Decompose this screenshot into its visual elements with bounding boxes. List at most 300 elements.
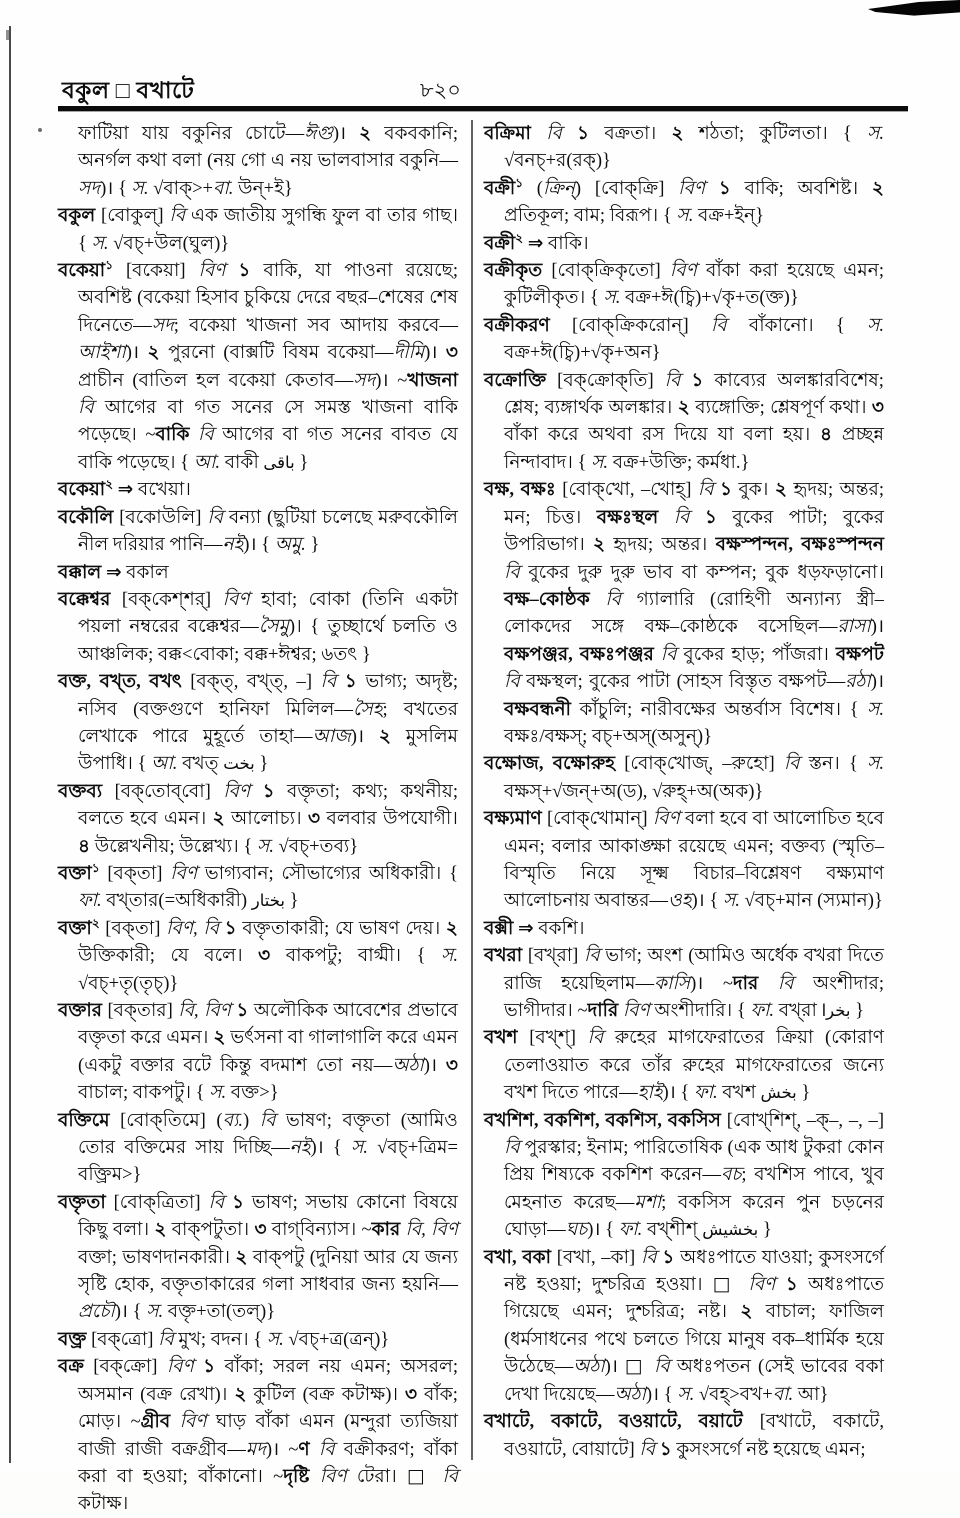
headword-or-bold-text: ১ (224, 917, 243, 939)
superscript-number: ২ (91, 915, 100, 930)
entry-bokkhoj (484, 750, 884, 805)
headword-or-bold-text: বক্ষপট (835, 643, 884, 665)
running-head: বকুল □ বখাটে (62, 78, 195, 103)
headword-or-bold-text: ৪ (78, 835, 95, 857)
label-or-citation: বি (697, 479, 720, 501)
definition-text: বাক্‌পটু (দুনিয়া আর যে জন্য সৃষ্টি হোক, বক্তৃতাকারের গলা সাধবার জন্য হয়নি— (78, 1246, 458, 1296)
definition-text: মুসলিম উপাধি। { (78, 725, 458, 775)
label-or-citation: বিণ, বি (166, 917, 225, 939)
column-left (58, 120, 458, 1518)
definition-text: টেরা। (356, 1465, 408, 1487)
headword-or-bold-text: ২ (445, 917, 459, 939)
label-or-citation: স. (256, 835, 274, 857)
headword-or-bold-text: বক্রী (484, 232, 516, 254)
symbol-glyph: □ (407, 1465, 443, 1487)
headword-or-bold-text: ৩ (258, 945, 286, 967)
label-or-citation: স. (266, 1328, 284, 1350)
headword-or-bold-text: বক্রোক্তি (484, 369, 558, 391)
definition-text: বাঁকা; সরল নয় এমন; অসরল; অসমান (বক্র রেখা)। (78, 1356, 459, 1405)
symbol-glyph: ⇒ (517, 917, 534, 939)
definition-text: ভর্ৎসনা বা গালাগালি করে এমন (একটু বক্তার বটে কিন্তু বদমাশ তো নয়— (78, 1027, 458, 1076)
definition-text: [বোক্‌ক্রিকরোন্] (571, 314, 711, 336)
superscript-number: ২ (515, 230, 524, 245)
label-or-citation: স. (146, 1301, 164, 1323)
headword-or-bold-text: ৩ (445, 1054, 459, 1076)
definition-text: [বোখ্‌শিশ্, –ক্–, –, –] (726, 1109, 885, 1131)
definition-text: [বক্‌ত্রো] (91, 1328, 159, 1350)
label-or-citation: অঠা (392, 1054, 424, 1076)
entry-bokrima (484, 120, 884, 175)
label-or-citation: বিণ (170, 862, 205, 884)
definition-text: [বোক্‌খোজ্, –রুহো] (624, 753, 784, 775)
headword-or-bold-text: ২ (213, 1027, 231, 1049)
entry-bokul (58, 202, 458, 257)
definition-text: [বক্‌ক্রোক্‌তি] (557, 369, 665, 391)
label-or-citation: মদ (245, 1438, 266, 1460)
definition-text: } (758, 1219, 772, 1241)
headword-or-bold-text: বক্ষ, বক্ষঃ (484, 479, 563, 501)
headword-or-bold-text: ৩ (405, 1383, 425, 1405)
definition-text: বখ্‌তার(=অধিকারী) (101, 890, 252, 912)
headword-or-bold-text: ১ (344, 671, 366, 693)
label-or-citation: বি (664, 369, 692, 391)
arabic-script: بخت (223, 754, 255, 774)
label-or-citation: বিণ (198, 260, 239, 282)
headword-or-bold-text: ১ (203, 1356, 225, 1378)
label-or-citation: বি (654, 1356, 677, 1378)
label-or-citation: বি (504, 671, 527, 693)
definition-text: বুকের পাটা; বুকের উপরিভাগ। (504, 506, 884, 556)
definition-text: ফাটিয়া যায় বকুনির চোটে— (78, 123, 305, 144)
definition-text: উক্তিকারী; যে বলে। (78, 945, 259, 967)
headword-or-bold-text: ২ (378, 725, 406, 747)
label-or-citation: স. (603, 287, 621, 309)
definition-text: )। { (100, 177, 132, 199)
definition-text: বাচাল; বাকপটু। { (78, 1082, 210, 1104)
symbol-glyph: □ (712, 1274, 749, 1296)
definition-text: বকবকানি; অনর্গল কথা বলা (নয় গো এ নয় ভালবাসার বকুনি— (78, 123, 458, 172)
definition-text: )। (870, 616, 884, 638)
definition-text: বাঁকা করা হয়েছে এমন; কুটিলীকৃত। { (504, 260, 884, 309)
definition-text: বাগ্‌বিন্যাস। ~ (271, 1219, 372, 1241)
entry-bokrokti (484, 367, 884, 477)
label-or-citation: ফা. (750, 1000, 775, 1021)
definition-text: বক্র+ঈ(চ্বি)+√কৃ+অন} (504, 342, 661, 364)
label-or-citation: বা. (213, 177, 234, 199)
headword-or-bold-text: বক্কাল (58, 561, 106, 583)
scan-speck (38, 128, 42, 132)
definition-text: বুকের দুরু দুরু ভাব বা কম্পন; বুক ধড়ফড়ানো। (528, 561, 884, 583)
definition-text: গ্যালারি (রোহিণী অন্যান্য স্ত্রী–লোকদের সঙ্গে বক্ষ–কোষ্ঠকে বসেছিল— (504, 588, 884, 638)
label-or-citation: বি (78, 397, 105, 419)
label-or-citation: ফা. (694, 1082, 718, 1104)
definition-text: } (294, 451, 309, 473)
arabic-script: بختار (251, 891, 285, 911)
headword-or-bold-text: ২ (359, 123, 385, 144)
definition-text: পুরনো (বাক্সটি বিষম বকেয়া— (168, 342, 394, 364)
symbol-glyph: ⇒ (527, 232, 544, 254)
definition-text: বক্ষস্থল; বুকের পাটা (সাহস বিস্তৃত বক্ষপট— (526, 671, 846, 693)
label-or-citation: স. (351, 1137, 368, 1159)
definition-text: ) (242, 1109, 260, 1131)
headword-or-bold-text: ২ (677, 397, 696, 419)
definition-text: ভাগ্যবান; সৌভাগ্যের অধিকারী। { (204, 862, 458, 884)
definition-text: √বচ্+ত্রিম= বক্ত্রিম>} (78, 1137, 458, 1186)
headword-or-bold-text: দার (732, 972, 778, 994)
label-or-citation: বি (584, 945, 606, 967)
definition-text: [বোক্‌তিমে] ( (120, 1109, 223, 1131)
label-or-citation: বি (318, 1438, 344, 1460)
headword-or-bold-text: খাজনা (407, 369, 458, 391)
definition-text: বক্তৃতা; কথ্য; কথনীয়; বলতে হবে এমন। (78, 780, 458, 830)
definition-text: [বক্‌তার] (107, 1000, 179, 1021)
label-or-citation: বি (504, 1137, 525, 1159)
definition-text: } (796, 1082, 811, 1104)
definition-text: স্তন। { (808, 753, 868, 775)
entry-bokrikaron (484, 312, 884, 367)
entry-bokkhoman (484, 805, 884, 915)
definition-text: )। { (587, 1219, 619, 1241)
label-or-citation: বি (320, 671, 345, 693)
label-or-citation: সদ (353, 369, 376, 391)
definition-text: অধঃপতন (সেই ভাবের বকা দেখা দিয়েছে— (504, 1356, 885, 1405)
definition-text: √বচ্+তব্য} (273, 835, 359, 857)
definition-text: বাকি, যা পাওনা রয়েছে; অবশিষ্ট (বকেয়া হিসাব চুকিয়ে দেরে বছর–শেষের শেষ দিনেতে— (78, 260, 459, 336)
definition-text: বক্র+ঈ(চ্বি)+√কৃ+ত(ক্ত)} (620, 287, 799, 309)
definition-text: ভাষণ; সভায় কোনো বিষয়ে কিছু বলা। (78, 1191, 459, 1241)
definition-text: ; বখশিস পাবে, খুব মেহনাত করেছ— (504, 1164, 884, 1213)
definition-text: বুকের হাড়; পাঁজরা। (683, 643, 836, 665)
label-or-citation: স. (867, 698, 884, 720)
entry-boktrita (58, 1189, 458, 1326)
label-or-citation: স. (867, 123, 884, 144)
definition-text: অলৌকিক আবেশের প্রভাবে বক্তৃতা করে এমন। (78, 1000, 459, 1049)
headword-or-bold-text: দৃষ্টি (283, 1465, 320, 1487)
headword-or-bold-text: বক্রী (484, 177, 516, 199)
label-or-citation: রাসা (837, 616, 871, 638)
headword-or-bold-text: ২ (774, 479, 794, 501)
definition-text: বাকি; অবশিষ্ট। (744, 177, 872, 199)
definition-text: শঠতা; কুটিলতা। { (698, 123, 868, 144)
definition-text: )। (332, 123, 360, 144)
entry-bokhra (484, 942, 884, 1024)
definition-text: ভাগ্য; অদৃষ্ট; নসিব (বক্তগুণে হানিফা মিলিল— (78, 671, 458, 720)
headword-or-bold-text: ২ (593, 534, 614, 556)
definition-text: পুরস্কার; ইনাম; পারিতোষিক (এক আধ টুকরা কোন প্রিয় শিষ্যকে বকশিশ করেন— (504, 1137, 884, 1186)
headword-or-bold-text: বখাটে, বকাটে, বওয়াটে, বয়াটে (484, 1411, 760, 1433)
definition-text: ( (523, 177, 543, 199)
label-or-citation: ব্য. (222, 1109, 243, 1131)
entry-boksi (484, 915, 884, 942)
headword-or-bold-text: ১ (719, 479, 739, 501)
headword-or-bold-text: বক্তব্য (58, 780, 115, 802)
label-or-citation: সৈহ (352, 698, 383, 720)
definition-text: } (284, 890, 299, 912)
label-or-citation: নই (289, 1137, 311, 1159)
definition-text: অংশীদারি। { (654, 1000, 751, 1021)
definition-text: )। { (310, 1137, 351, 1159)
headword-or-bold-text: ১ (704, 506, 733, 528)
definition-text: [বক্‌কেশ্‌শর্] (121, 588, 223, 610)
label-or-citation: বি (673, 506, 705, 528)
label-or-citation: রঠা (845, 671, 871, 693)
label-or-citation: বি (442, 1465, 458, 1487)
headword-or-bold-text: বাকি (155, 424, 199, 446)
headword-or-bold-text: বক্তিমে (58, 1109, 121, 1131)
definition-text: বক্ষস্+√জন্+অ(ড), √রুহ্+অ(অক)} (504, 780, 764, 802)
column-right (484, 120, 884, 1463)
entry-bokeya-1 (58, 257, 458, 476)
definition-text: )। ~ (265, 1438, 299, 1460)
definition-text: বক্তৃতাকারী; যে ভাষণ দেয়। (242, 917, 446, 939)
definition-text: বাঁকা করে অথবা রস দিয়ে যা বলা হয়। (504, 424, 821, 446)
definition-text: √বচ্+উল(ঘুল)} (108, 232, 230, 254)
headword-or-bold-text: বকেয়া (58, 479, 106, 501)
symbol-glyph: ⇒ (105, 561, 122, 583)
headword-or-bold-text: বক্ষোজ, বক্ষোরুহ (484, 753, 625, 775)
definition-text: আগের বা গত সনের বাবত যে বাকি পড়েছে। { (78, 424, 458, 473)
definition-text: বখেয়া। (133, 479, 191, 501)
headword-or-bold-text: বক্রিমা (484, 123, 547, 144)
definition-text: বকশি। (533, 917, 585, 939)
headword-or-bold-text: বকৌলি (58, 506, 120, 528)
definition-text: অধঃপাতে গিয়েছে এমন; দুশ্চরিত্র; নষ্ট। (504, 1274, 885, 1323)
definition-text: ) [বোক্‌ক্রি] (574, 177, 679, 199)
scan-corner-artifact (868, 0, 960, 20)
entry-bokhate (484, 1408, 884, 1463)
label-or-citation: স. (591, 451, 609, 473)
label-or-citation: বি (208, 1191, 232, 1213)
label-or-citation: সদ (151, 314, 174, 336)
headword-or-bold-text: বক্সী (484, 917, 518, 939)
entry-bokkal (58, 559, 458, 586)
headword-or-bold-text: ১ (236, 1000, 254, 1021)
headword-or-bold-text: বখশিশ, বকশিশ, বকশিস, বকসিস (484, 1109, 727, 1131)
definition-text: বলা হবে বা আলোচিত হবে এমন; বলার আকাঙ্ক্ষা রয়েছে এমন; বক্তব্য (স্মৃতি–বিস্মৃতি নিয়ে সূক্ষ্ম বিচার–বিশ্লেষণ বক্ষ্যমাণ আলোচনায় অবান্তর— (504, 808, 884, 912)
entry-bokri-2 (484, 230, 884, 257)
label-or-citation: অমু. (274, 534, 306, 556)
definition-text: } (850, 1000, 865, 1021)
label-or-citation: সৈমু (258, 616, 289, 638)
arabic-script: باقى (263, 452, 295, 472)
definition-text: ; বকেয়া খাজনা সব আদায় করবে— (173, 314, 458, 336)
headword-or-bold-text: ১ (691, 369, 715, 391)
definition-text: )। { (243, 534, 275, 556)
headword-or-bold-text: বক্রীকরণ (484, 314, 572, 336)
headword-or-bold-text: ৩ (445, 342, 458, 364)
headword-or-bold-text: বক্তার (58, 1000, 108, 1021)
label-or-citation: আ. (193, 451, 221, 473)
label-or-citation: ফা. (78, 890, 102, 912)
headword-or-bold-text: ১ (785, 1274, 809, 1296)
headword-or-bold-text: বকেয়া (58, 260, 106, 282)
headword-or-bold-text: বক্রীকৃত (484, 260, 552, 282)
definition-text: বাক্‌পটুতা। (171, 1219, 255, 1241)
headword-or-bold-text: বক্ত, বখ্‌ত, বখৎ (58, 671, 191, 693)
definition-text: )। (604, 1356, 626, 1378)
headword-or-bold-text: ১ (238, 260, 264, 282)
arabic-script: بخش (760, 1083, 797, 1103)
definition-text: বাঁকানো। { (748, 314, 868, 336)
definition-text: বক্র+উক্তি; কর্মধা.} (608, 451, 750, 473)
label-or-citation: বিণ (652, 808, 685, 830)
entry-bokri-1 (484, 175, 884, 230)
definition-text: বন্যা (ছুটিয়া চলেছে মরুবকৌলি নীল দরিয়ার পানি— (78, 506, 458, 556)
label-or-citation: বিণ (166, 1356, 204, 1378)
headword-or-bold-text: ২ (234, 1383, 254, 1405)
label-or-citation: বি (783, 753, 809, 775)
definition-text: ঘাড় বাঁকা এমন (মন্দুরা ত্যজিয়া বাজী রাজী বক্রগ্রীব— (78, 1411, 458, 1460)
definition-text: [বখাটে, বকাটে, বওয়াটে, বোয়াটে] (504, 1411, 884, 1460)
label-or-citation: বি (587, 1027, 615, 1049)
definition-text: হাবা; বোকা (তিনি একটা পয়লা নম্বরের বক্কেশ্বর— (78, 588, 458, 638)
definition-text: প্রচ্ছন্ন নিন্দাবাদ। { (504, 424, 884, 473)
headword-or-bold-text: বখরা (484, 945, 528, 967)
headword-or-bold-text: ১ (718, 177, 745, 199)
label-or-citation: বিণ (223, 780, 263, 802)
definition-text: [বখ্‌শ্] (529, 1027, 588, 1049)
label-or-citation: বি, বিণ (405, 1219, 458, 1241)
label-or-citation: বিণ (319, 1465, 357, 1487)
headword-or-bold-text: বখশ (484, 1027, 530, 1049)
definition-text: বাকপটু; বাগ্মী। { (285, 945, 442, 967)
definition-text: বখশ (717, 1082, 761, 1104)
label-or-citation: অঠা (614, 1383, 646, 1405)
label-or-citation: বা. (772, 1383, 794, 1405)
dictionary-columns (58, 120, 910, 1518)
definition-text: বক্রতা। (604, 123, 672, 144)
symbol-glyph: □ (625, 1356, 655, 1378)
scan-left-edge-tick (6, 30, 9, 40)
definition-text: বখ্‌শীশ্ (642, 1219, 703, 1241)
definition-text: )। (870, 671, 884, 693)
entry-bokkho (484, 476, 884, 750)
definition-text: বক্ষঃ/বক্ষস্; বচ্+অস্(অসুন্)} (504, 725, 713, 747)
superscript-number: ১ (105, 257, 113, 272)
label-or-citation: বি (710, 314, 749, 336)
definition-text: কাঁচুলি; নারীবক্ষের অন্তর্বাস বিশেষ। { (579, 698, 868, 720)
label-or-citation: বি (158, 1328, 179, 1350)
headword-or-bold-text: বক্ষবন্ধনী (504, 698, 580, 720)
entry-boktobbo (58, 778, 458, 860)
label-or-citation: আ. (151, 753, 178, 775)
label-or-citation: স. (676, 205, 694, 227)
definition-text: বক্রীকরণ; বাঁকা করা বা হওয়া; বাঁকানো। ~ (78, 1438, 458, 1487)
definition-text: √বাক্>+ (148, 177, 214, 199)
definition-text: [বখা, –কা] (556, 1246, 641, 1268)
definition-text: )। { (662, 1082, 694, 1104)
definition-text: আ} (793, 1383, 829, 1405)
definition-text: উল্লেখনীয়; উল্লেখ্য। { (94, 835, 257, 857)
label-or-citation: বি (207, 506, 229, 528)
definition-text: [বক্‌ত্, বখ্‌ত্, –] (190, 671, 321, 693)
definition-text: } (305, 534, 320, 556)
entry-bokhshish (484, 1107, 884, 1244)
definition-text: ভাগ; অংশ (আমিও অর্ধেক বখরা দিতে রাজি হয়েছিলাম— (504, 945, 885, 994)
definition-text: )। (350, 725, 379, 747)
definition-text: √বচ্+মান (স্যমান)} (739, 890, 883, 912)
entry-bokeya-2 (58, 476, 458, 503)
entry-bokro (58, 1353, 458, 1517)
label-or-citation: বিণ (179, 1411, 216, 1433)
label-or-citation: ঘচ (565, 1219, 588, 1241)
definition-text: অধঃপাতে যাওয়া; কুসংসর্গে নষ্ট হওয়া; দুশ্চরিত্র হওয়া। (504, 1246, 884, 1296)
definition-text: বাকি। (543, 232, 589, 254)
headword-or-bold-text: বক্ষ–কোষ্ঠক (504, 588, 606, 610)
entry-boktar (58, 997, 458, 1107)
entry-bokto (58, 668, 458, 778)
label-or-citation: স. (677, 1383, 695, 1405)
label-or-citation: আইশা (78, 342, 126, 364)
definition-text: অংশীদার; ভাগীদার। ~ (504, 972, 884, 1021)
definition-text: আলোচ্য। (231, 808, 309, 830)
headword-or-bold-text: বক্ষ্যমাণ (484, 808, 547, 830)
headword-or-bold-text: ২ (154, 1219, 172, 1241)
definition-text: [বক্‌তোব্‌বো] (114, 780, 224, 802)
headword-or-bold-text: ৪ (820, 424, 842, 446)
label-or-citation: স. (722, 890, 740, 912)
headword-or-bold-text: বক্ষস্পন্দন, বক্ষঃস্পন্দন (715, 534, 884, 556)
headword-or-bold-text: বক্তা (58, 862, 92, 884)
label-or-citation: অঠা (573, 1356, 605, 1378)
entry-bokhsh (484, 1024, 884, 1106)
label-or-citation: দীমি (393, 342, 425, 364)
label-or-citation: নই (222, 534, 244, 556)
superscript-number: ১ (91, 860, 100, 875)
definition-text: ; বখতের লেখাকে পারে মুহূর্তে তাহা— (78, 698, 458, 747)
definition-text: ; বকসিস করেন পুন চড়নের ঘোড়া— (504, 1191, 885, 1241)
label-or-citation: ওহ (668, 890, 692, 912)
definition-text: মুখ; বদন। { (178, 1328, 267, 1350)
label-or-citation: বি (504, 561, 529, 583)
definition-text: )। { (645, 1383, 678, 1405)
headword-or-bold-text: ণ (298, 1438, 319, 1460)
headword-or-bold-text: গ্রীব (140, 1411, 180, 1433)
arabic-script: بخرا (821, 1001, 851, 1020)
label-or-citation: সদ (78, 177, 101, 199)
headword-or-bold-text: বক্র (58, 1356, 94, 1378)
definition-text: উন্+ই} (233, 177, 293, 199)
definition-text: [বোকুল্] (101, 205, 170, 227)
headword-or-bold-text: বক্কেশ্বর (58, 588, 122, 610)
definition-text: প্রাচীন (বাতিল হল বকেয়া কেতাব— (78, 369, 354, 391)
definition-text: বাঁক; মোড়। ~ (78, 1383, 458, 1433)
entry-boktro (58, 1326, 458, 1353)
entry-bokha (484, 1244, 884, 1408)
label-or-citation: বি (660, 643, 684, 665)
definition-text: বাকী (220, 451, 264, 473)
entry-bokouli (58, 504, 458, 559)
definition-text: )। (424, 342, 446, 364)
definition-text: বক্তা; ভাষণদানকারী। (78, 1246, 236, 1268)
label-or-citation: ক্রিন্ (542, 177, 575, 199)
label-or-citation: স. (867, 314, 884, 336)
label-or-citation: বি (640, 1246, 663, 1268)
entry-bokuni-continuation (58, 120, 458, 202)
label-or-citation: বি (259, 1109, 286, 1131)
header-rule (58, 106, 908, 111)
definition-text: বকাল (121, 561, 169, 583)
definition-text: )। ~ (375, 369, 408, 391)
definition-text: )। { (114, 1301, 147, 1323)
label-or-citation: বিণ (748, 1274, 786, 1296)
definition-text: কুসংসর্গে নষ্ট হয়েছে এমন; (676, 1438, 866, 1460)
headword-or-bold-text: ১ (577, 123, 605, 144)
headword-or-bold-text: ২ (235, 1246, 253, 1268)
entry-boktime (58, 1107, 458, 1189)
definition-text: [বখ্‌রা] (527, 945, 584, 967)
label-or-citation: বি (639, 1438, 660, 1460)
